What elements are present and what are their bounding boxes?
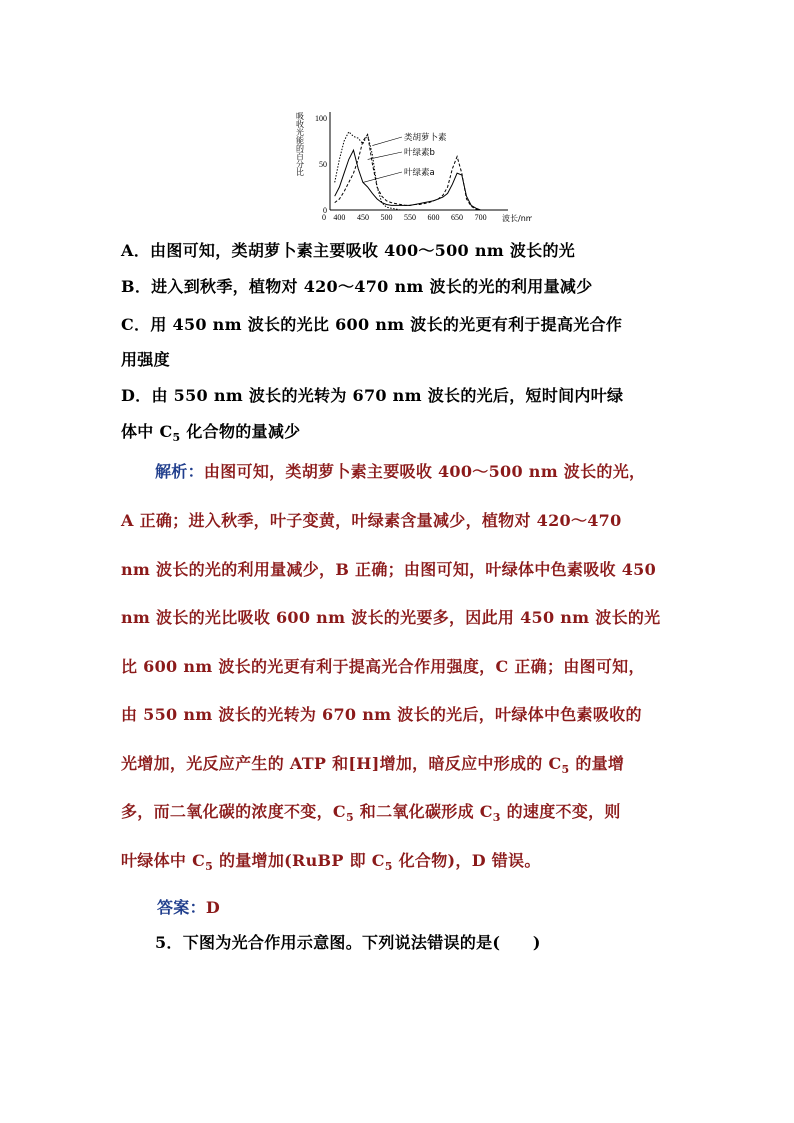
- legend-label-0: 类胡萝卜素: [404, 133, 447, 143]
- analysis-line-6: 由 550 nm 波长的光转为 670 nm 波长的光后，叶绿体中色素吸收的: [121, 705, 642, 724]
- analysis-line-8: [121, 799, 681, 824]
- analysis-text-8c: 的速度不变，则: [500, 802, 621, 821]
- analysis-text-7a: 光增加，光反应产生的 ATP 和[H]增加，暗反应中形成的 C: [121, 754, 562, 773]
- option-d-text-b: 化合物的量减少: [180, 422, 301, 441]
- answer-colon: ：: [189, 898, 206, 917]
- series-line-2: [335, 150, 481, 210]
- legend-label-2: 叶绿素a: [404, 168, 435, 178]
- x-origin-label: 0: [322, 213, 326, 222]
- absorption-spectrum-chart: [292, 104, 532, 224]
- analysis-line-4: nm 波长的光比吸收 600 nm 波长的光要多，因此用 450 nm 波长的光: [121, 608, 661, 627]
- x-tick-650: 650: [451, 213, 464, 222]
- option-c-line1: C．用 450 nm 波长的光比 600 nm 波长的光更有利于提高光合作: [121, 315, 623, 334]
- y-tick-50: 50: [319, 160, 327, 169]
- option-d-line2: [121, 419, 681, 444]
- legend-label-1: 叶绿素b: [404, 148, 435, 158]
- y-tick-0: 0: [323, 206, 327, 215]
- analysis-sub-9b: 5: [384, 860, 393, 874]
- analysis-colon: ：: [187, 462, 204, 481]
- analysis-label: 解析: [155, 462, 188, 481]
- question-5: 5．下图为光合作用示意图。下列说法错误的是( ): [155, 933, 541, 952]
- analysis-text-7b: 的量增: [569, 754, 625, 773]
- analysis-sub-9a: 5: [205, 860, 214, 874]
- legend-leader-0: [372, 137, 402, 146]
- analysis-line-7: [121, 751, 681, 776]
- answer-value: D: [205, 898, 221, 917]
- chart-svg: [292, 104, 532, 224]
- analysis-line-5: 比 600 nm 波长的光更有利于提高光合作用强度，C 正确；由图可知，: [121, 657, 645, 676]
- y-axis-label: 吸收光能的百分比: [295, 112, 305, 176]
- analysis-text-9a: 叶绿体中 C: [121, 851, 206, 870]
- analysis-line-9: [121, 848, 681, 873]
- option-d-line1: D．由 550 nm 波长的光转为 670 nm 波长的光后，短时间内叶绿: [121, 386, 624, 405]
- analysis-sub-8a: 5: [345, 811, 354, 825]
- analysis-sub-8b: 3: [492, 811, 501, 825]
- x-tick-700: 700: [474, 213, 487, 222]
- analysis-text-1: 由图可知，类胡萝卜素主要吸收 400～500 nm 波长的光，: [203, 462, 646, 481]
- option-d-text-a: 体中 C: [121, 422, 173, 441]
- analysis-line-3: nm 波长的光的利用量减少，B 正确；由图可知，叶绿体中色素吸收 450: [121, 560, 656, 579]
- x-tick-600: 600: [427, 213, 440, 222]
- y-tick-100: 100: [315, 114, 327, 123]
- answer-label: 答案: [157, 898, 190, 917]
- x-tick-400: 400: [333, 213, 346, 222]
- legend-leader-1: [368, 152, 402, 159]
- analysis-line-2: A 正确；进入秋季，叶子变黄，叶绿素含量减少，植物对 420～470: [121, 511, 622, 530]
- analysis-line-1: [155, 459, 715, 482]
- x-tick-450: 450: [356, 213, 369, 222]
- legend-leader-2: [363, 172, 402, 182]
- analysis-text-9b: 的量增加(RuBP 即 C: [213, 851, 385, 870]
- option-d-sub: 5: [172, 431, 181, 445]
- x-axis-label: 波长/nm: [502, 214, 532, 223]
- analysis-text-8a: 多，而二氧化碳的浓度不变，C: [121, 802, 346, 821]
- analysis-text-8b: 和二氧化碳形成 C: [353, 802, 493, 821]
- answer-line: [157, 895, 717, 918]
- x-tick-550: 550: [404, 213, 416, 222]
- analysis-text-9c: 化合物)，D 错误。: [392, 851, 541, 870]
- x-tick-500: 500: [380, 213, 393, 222]
- analysis-sub-7: 5: [561, 763, 570, 777]
- option-c-line2: 用强度: [121, 350, 170, 369]
- option-b: B．进入到秋季，植物对 420～470 nm 波长的光的利用量减少: [121, 277, 593, 296]
- option-a: A．由图可知，类胡萝卜素主要吸收 400～500 nm 波长的光: [121, 241, 576, 260]
